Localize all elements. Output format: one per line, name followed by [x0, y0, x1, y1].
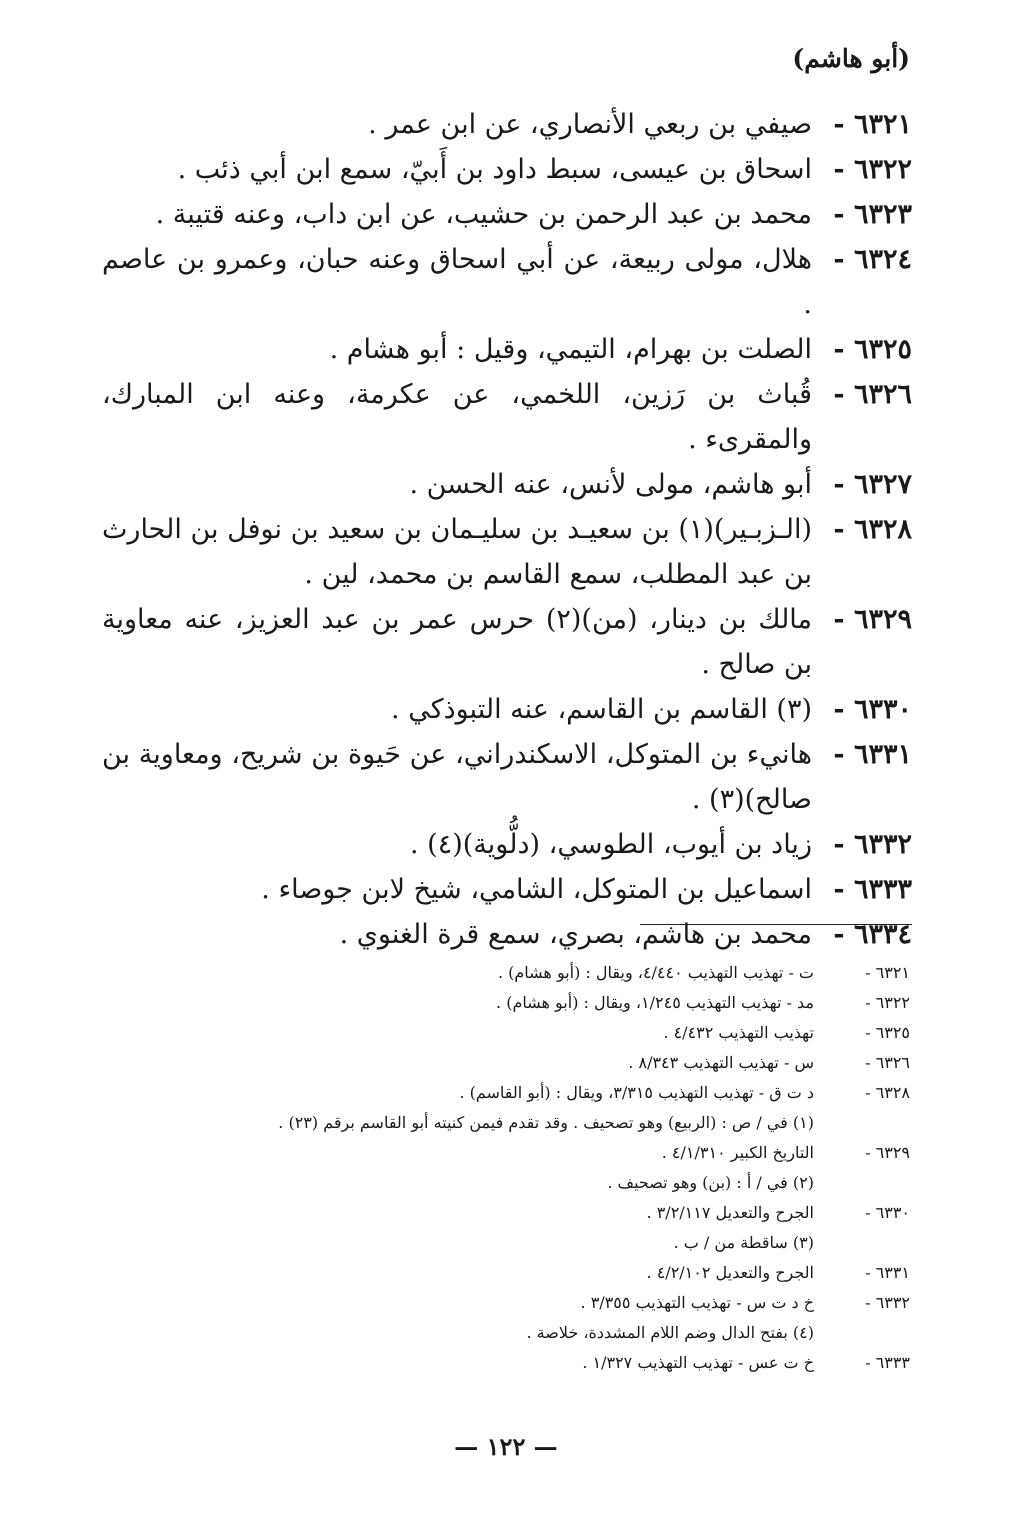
entry-number: ٦٣٢٢ -: [833, 154, 912, 185]
entry-number: ٦٣٣٢ -: [833, 829, 912, 860]
entry-number: ٦٣٣١ -: [833, 739, 912, 770]
entry-text: (الـزبـير)(١) بن سعيـد بن سليـمان بن سعيد بن نوفل بن الحارث بن عبد المطلب، سمع القاسم بن محمد، لين .: [102, 514, 812, 590]
source-note-number: ٦٣٢٦ -: [865, 1053, 910, 1072]
entry-number: ٦٣٢٦ -: [833, 379, 912, 410]
entry-row: [102, 687, 912, 732]
footnote-text: (١) في / ص : (الربيع) وهو تصحيف . وقد تقدم فيمن كنيته أبو القاسم برقم (٢٣) .: [278, 1113, 814, 1132]
entry-number: ٦٣٢٣ -: [833, 199, 912, 230]
footnote-text: (٤) بفتح الدال وضم اللام المشددة، خلاصة .: [526, 1323, 814, 1342]
source-note-row: [150, 1288, 910, 1318]
page-number: — ١٢٢ —: [454, 1432, 558, 1461]
entry-number: ٦٣٢٧ -: [833, 469, 912, 500]
source-note-row: [150, 958, 910, 988]
entry-text: محمد بن عبد الرحمن بن حشيب، عن ابن داب، وعنه قتيبة .: [155, 199, 812, 230]
entry-text: هلال، مولى ربيعة، عن أبي اسحاق وعنه حبان، وعمرو بن عاصم .: [102, 244, 812, 320]
source-note-row: [150, 1258, 910, 1288]
source-note-text: الجرح والتعديل ٣/٢/١١٧ .: [646, 1203, 814, 1222]
source-note-number: ٦٣٣٣ -: [865, 1353, 910, 1372]
source-note-row: [150, 1348, 910, 1378]
entry-number: ٦٣٣٠ -: [833, 694, 912, 725]
entries-list: [102, 102, 912, 957]
source-note-number: ٦٣٢١ -: [865, 963, 910, 982]
entry-row: [102, 732, 912, 822]
source-note-number: ٦٣٣٢ -: [865, 1293, 910, 1312]
entry-text: محمد بن هاشم، بصري، سمع قرة الغنوي .: [339, 919, 812, 950]
entry-number: ٦٣٢٩ -: [833, 604, 912, 635]
source-note-row: [150, 1078, 910, 1108]
entry-text: مالك بن دينار، (من)(٢) حرس عمر بن عبد العزيز، عنه معاوية بن صالح .: [102, 604, 812, 680]
entry-row: [102, 102, 912, 147]
entry-row: [102, 597, 912, 687]
footnote-text: (٣) ساقطة من / ب .: [673, 1233, 814, 1252]
footnotes-list: [150, 958, 910, 1378]
source-note-text: خ ت عس - تهذيب التهذيب ١/٣٢٧ .: [582, 1353, 814, 1372]
source-note-row: [150, 1048, 910, 1078]
source-note-number: ٦٣٢٨ -: [865, 1083, 910, 1102]
entry-text: اسماعيل بن المتوكل، الشامي، شيخ لابن جوصاء .: [261, 874, 812, 905]
entry-row: [102, 822, 912, 867]
entry-row: [102, 507, 912, 597]
source-note-text: مد - تهذيب التهذيب ١/٢٤٥، ويقال : (أبو هشام) .: [496, 993, 814, 1012]
source-note-text: تهذيب التهذيب ٤/٤٣٢ .: [663, 1023, 814, 1042]
page-header: (أبو هاشم): [792, 44, 910, 73]
source-note-text: التاريخ الكبير ٤/١/٣١٠ .: [661, 1143, 814, 1162]
entry-text: صيفي بن ربعي الأنصاري، عن ابن عمر .: [368, 109, 812, 140]
entry-row: [102, 237, 912, 327]
source-note-number: ٦٣٣١ -: [865, 1263, 910, 1282]
source-note-text: خ د ت س - تهذيب التهذيب ٣/٣٥٥ .: [580, 1293, 814, 1312]
source-note-text: س - تهذيب التهذيب ٨/٣٤٣ .: [628, 1053, 814, 1072]
source-note-row: [150, 988, 910, 1018]
footnote-divider: [640, 924, 912, 925]
source-note-row: [150, 1018, 910, 1048]
entry-number: ٦٣٢٥ -: [833, 334, 912, 365]
entry-text: (٣) القاسم بن القاسم، عنه التبوذكي .: [391, 694, 812, 725]
entry-text: اسحاق بن عيسى، سبط داود بن أَبيّ، سمع ابن أبي ذئب .: [177, 154, 812, 185]
source-note-number: ٦٣٢٢ -: [865, 993, 910, 1012]
source-note-number: ٦٣٢٩ -: [865, 1143, 910, 1162]
source-note-row: [150, 1138, 910, 1168]
entry-text: الصلت بن بهرام، التيمي، وقيل : أبو هشام .: [329, 334, 812, 365]
entry-row: [102, 192, 912, 237]
source-note-text: د ت ق - تهذيب التهذيب ٣/٣١٥، ويقال : (أبو القاسم) .: [459, 1083, 814, 1102]
entry-text: زياد بن أيوب، الطوسي، (دلُّوية)(٤) .: [410, 829, 812, 860]
entry-number: ٦٣٣٤ -: [833, 919, 912, 950]
entry-row: [102, 912, 912, 957]
entry-text: هانيء بن المتوكل، الاسكندراني، عن حَيوة بن شريح، ومعاوية بن صالح)(٣) .: [102, 739, 812, 815]
entry-number: ٦٣٣٣ -: [833, 874, 912, 905]
entry-row: [102, 147, 912, 192]
entry-row: [102, 372, 912, 462]
source-note-number: ٦٣٢٥ -: [865, 1023, 910, 1042]
entry-number: ٦٣٢٨ -: [833, 514, 912, 545]
entry-row: [102, 462, 912, 507]
entry-row: [102, 867, 912, 912]
footnote-text: (٢) في / أ : (بن) وهو تصحيف .: [607, 1173, 814, 1192]
entry-row: [102, 327, 912, 372]
source-note-row: [150, 1198, 910, 1228]
entry-number: ٦٣٢٤ -: [833, 244, 912, 275]
entry-text: أبو هاشم، مولى لأنس، عنه الحسن .: [409, 469, 812, 500]
entry-text: قُباث بن رَزين، اللخمي، عن عكرمة، وعنه ابن المبارك، والمقرىء .: [102, 379, 812, 455]
source-note-number: ٦٣٣٠ -: [865, 1203, 910, 1222]
source-note-text: ت - تهذيب التهذيب ٤/٤٤٠، ويقال : (أبو هشام) .: [497, 963, 814, 982]
entry-number: ٦٣٢١ -: [833, 109, 912, 140]
source-note-text: الجرح والتعديل ٤/٢/١٠٢ .: [646, 1263, 814, 1282]
